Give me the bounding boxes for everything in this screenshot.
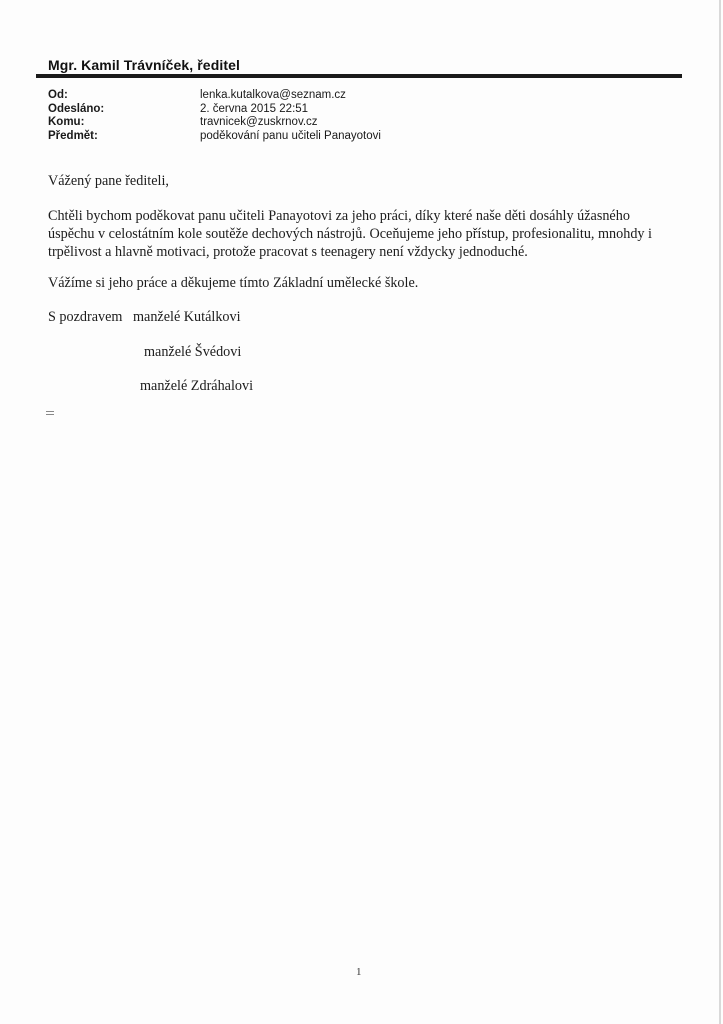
- paragraph-1-line: úspěchu v celostátním kole soutěže dechových nástrojů. Oceňujeme jeho přístup, profesionalitu, mnohdy i: [48, 226, 653, 242]
- subject-label: Předmět:: [48, 129, 98, 142]
- letter-paragraph-1: [48, 207, 652, 261]
- paragraph-1-line: Chtěli bychom poděkovat panu učiteli Panayotovi za jeho práci, díky které naše děti dosáhly úžasného: [48, 208, 630, 224]
- subject-value: poděkování panu učiteli Panayotovi: [200, 129, 381, 142]
- to-label: Komu:: [48, 116, 85, 128]
- signature-kutalkovi: manželé Kutálkovi: [133, 309, 241, 325]
- letter-closing: S pozdravem: [48, 309, 123, 325]
- signature-zdrahalovi: manželé Zdráhalovi: [140, 378, 254, 394]
- from-value: lenka.kutalkova@seznam.cz: [200, 89, 346, 101]
- to-value: travnicek@zuskrnov.cz: [200, 116, 318, 128]
- separator-mark: [46, 411, 54, 416]
- header-divider: [36, 74, 682, 78]
- paragraph-1-line: trpělivost a hlavně motivaci, protože pracovat s teenagery není vždycky jednoduché.: [48, 244, 528, 260]
- sent-label: Odesláno:: [48, 102, 105, 115]
- page-number: 1: [356, 966, 362, 978]
- letter-paragraph-2: Vážíme si jeho práce a děkujeme tímto Základní umělecké škole.: [48, 275, 419, 291]
- page-edge-shadow: [719, 0, 721, 1024]
- sent-value: 2. června 2015 22:51: [200, 102, 309, 115]
- letter-greeting: Vážený pane řediteli,: [48, 173, 169, 189]
- sender-name-heading: Mgr. Kamil Trávníček, ředitel: [48, 57, 240, 73]
- from-label: Od:: [48, 89, 68, 101]
- signature-svedovi: manželé Švédovi: [144, 344, 242, 360]
